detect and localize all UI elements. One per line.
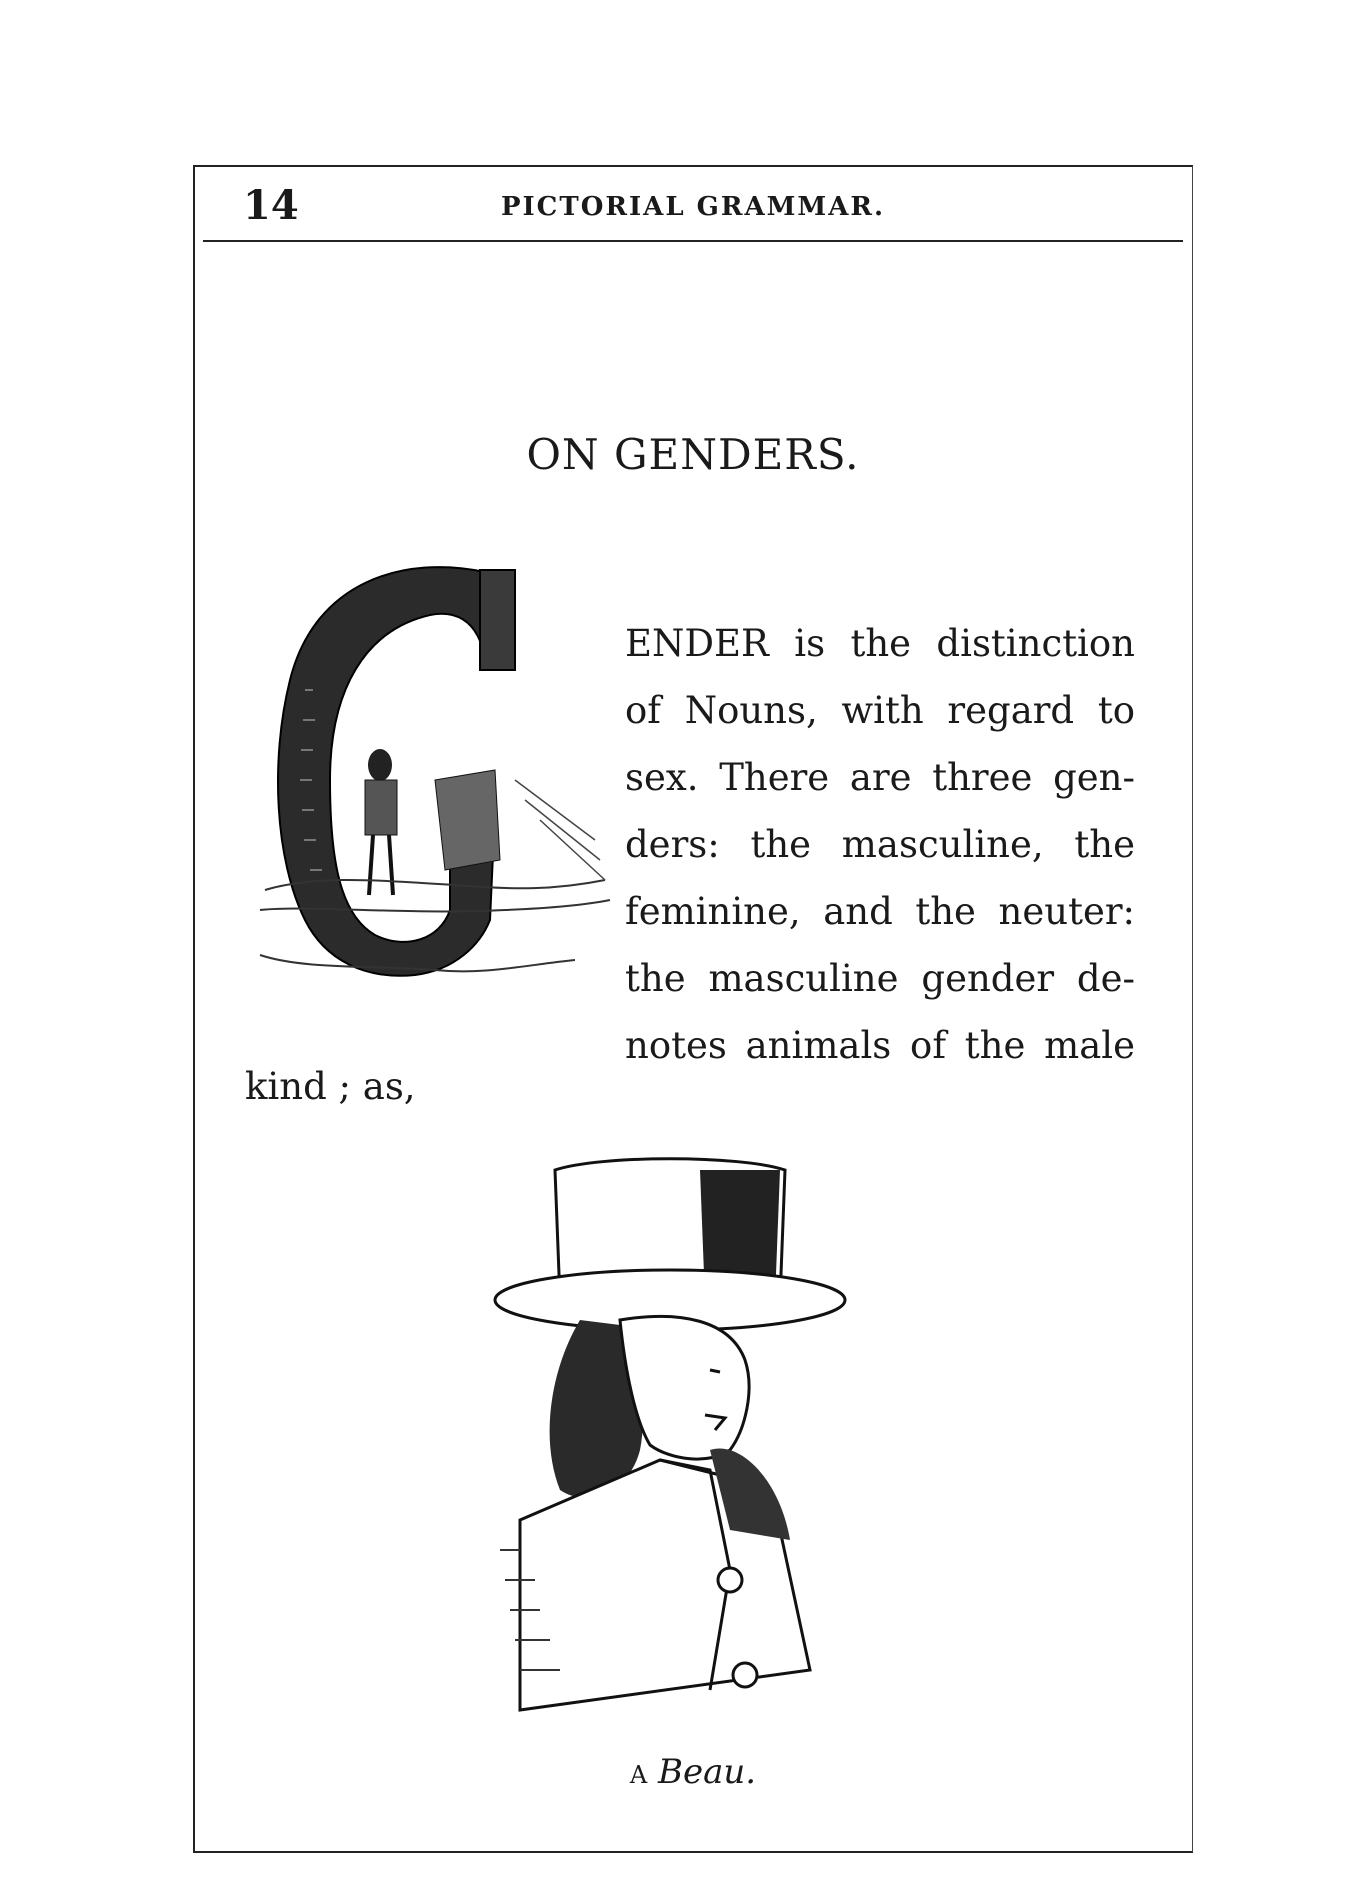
beau-portrait: [480, 1150, 910, 1720]
body-line: notes animals of the male: [625, 1024, 1135, 1067]
top-hat: [495, 1159, 845, 1330]
section-title: ON GENDERS.: [526, 430, 860, 479]
body-line: feminine, and the neuter:: [625, 890, 1135, 933]
caption-prefix: A: [629, 1761, 648, 1789]
drop-cap-illustration: [255, 560, 615, 1060]
running-title: PICTORIAL GRAMMAR.: [500, 192, 886, 222]
page-number: 14: [243, 182, 299, 229]
coat: [500, 1448, 810, 1710]
body-line: ENDER is the distinction: [625, 622, 1135, 665]
figure-caption: [193, 1752, 1193, 1792]
drop-cap-letter: [278, 567, 515, 976]
body-line: of Nouns, with regard to: [625, 689, 1135, 732]
caption-word: Beau.: [658, 1752, 757, 1792]
running-head: [203, 170, 1183, 242]
body-line: the masculine gender de-: [625, 957, 1135, 1000]
body-line: ders: the masculine, the: [625, 823, 1135, 866]
body-line: sex. There are three gen-: [625, 756, 1135, 799]
body-paragraph: [625, 610, 1135, 1079]
body-trailing-line: kind ; as,: [245, 1065, 416, 1108]
